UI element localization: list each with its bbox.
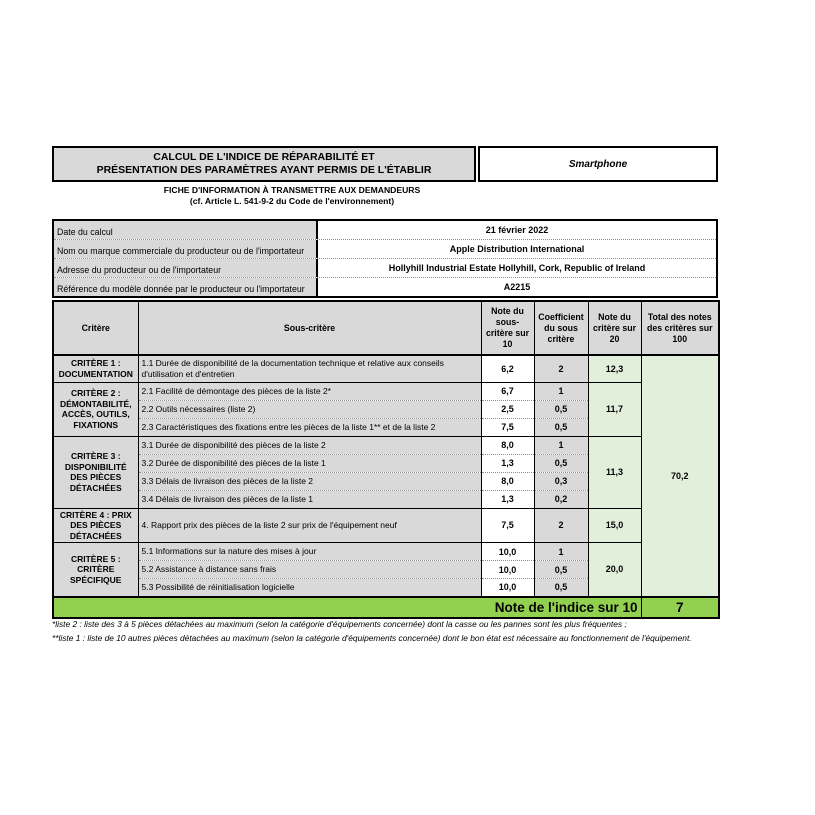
- header-note20: Note du critère sur 20: [588, 301, 641, 355]
- subcriterion-cell: 1.1 Durée de disponibilité de la documentation technique et relative aux conseils d'utilisation et d'entretien: [138, 355, 481, 382]
- info-table: [52, 219, 718, 298]
- subscore-cell: 8,0: [481, 472, 534, 490]
- subcriterion-cell: 2.2 Outils nécessaires (liste 2): [138, 400, 481, 418]
- page-title: [52, 146, 476, 182]
- subscore-cell: 1,3: [481, 490, 534, 508]
- subtitle-line1: FICHE D'INFORMATION À TRANSMETTRE AUX DEMANDEURS: [163, 185, 421, 195]
- subscore-cell: 10,0: [481, 579, 534, 597]
- coefficient-cell: 1: [534, 543, 588, 561]
- subcriterion-cell: 5.1 Informations sur la nature des mises à jour: [138, 543, 481, 561]
- subcriterion-cell: 4. Rapport prix des pièces de la liste 2 sur prix de l'équipement neuf: [138, 508, 481, 543]
- coefficient-cell: 0,5: [534, 454, 588, 472]
- score-table-header-row: [53, 301, 719, 355]
- info-row-producer: [54, 239, 716, 258]
- info-label: Nom ou marque commerciale du producteur ou de l'importateur: [54, 240, 318, 258]
- info-row-model: [54, 277, 716, 296]
- index-label: Note de l'indice sur 10: [53, 597, 641, 618]
- subcriterion-cell: 3.3 Délais de livraison des pièces de la liste 2: [138, 472, 481, 490]
- score-table: [52, 300, 720, 619]
- coefficient-cell: 2: [534, 355, 588, 382]
- criterion-score-cell: 12,3: [588, 355, 641, 382]
- criterion-score-cell: 20,0: [588, 543, 641, 597]
- coefficient-cell: 0,5: [534, 561, 588, 579]
- subcriterion-cell: 3.2 Durée de disponibilité des pièces de la liste 1: [138, 454, 481, 472]
- subscore-cell: 6,7: [481, 382, 534, 400]
- info-row-address: [54, 258, 716, 277]
- criterion-cell: CRITÈRE 4 : PRIX DES PIÈCES DÉTACHÉES: [53, 508, 138, 543]
- subscore-cell: 10,0: [481, 561, 534, 579]
- coefficient-cell: 2: [534, 508, 588, 543]
- info-label: Adresse du producteur ou de l'importateur: [54, 259, 318, 277]
- info-label: Date du calcul: [54, 221, 318, 239]
- subscore-cell: 7,5: [481, 508, 534, 543]
- product-category: Smartphone: [568, 158, 628, 170]
- subscore-cell: 8,0: [481, 436, 534, 454]
- header-band: [52, 146, 718, 182]
- info-value: Hollyhill Industrial Estate Hollyhill, Cork, Republic of Ireland: [388, 263, 646, 273]
- header-subcriterion: Sous-critère: [138, 301, 481, 355]
- table-row: [53, 543, 719, 561]
- subcriterion-cell: 2.3 Caractéristiques des fixations entre les pièces de la liste 1** et de la liste 2: [138, 418, 481, 436]
- subcriterion-cell: 2.1 Facilité de démontage des pièces de la liste 2*: [138, 382, 481, 400]
- criterion-score-cell: 11,7: [588, 382, 641, 436]
- info-value: 21 février 2022: [485, 225, 549, 235]
- total-score-cell: 70,2: [641, 355, 719, 597]
- coefficient-cell: 0,5: [534, 418, 588, 436]
- info-row-date: [54, 221, 716, 239]
- page-title-line2: PRÉSENTATION DES PARAMÈTRES AYANT PERMIS DE L'ÉTABLIR: [96, 164, 432, 176]
- header-criterion: Critère: [53, 301, 138, 355]
- coefficient-cell: 0,3: [534, 472, 588, 490]
- coefficient-cell: 0,2: [534, 490, 588, 508]
- subcriterion-cell: 5.3 Possibilité de réinitialisation logicielle: [138, 579, 481, 597]
- coefficient-cell: 0,5: [534, 400, 588, 418]
- footnote-liste2: *liste 2 : liste des 3 à 5 pièces détachées au maximum (selon la catégorie d'équipements concernée) dont la casse ou les pannes sont les plus fréquentes ;: [52, 619, 627, 629]
- subcriterion-cell: 3.4 Délais de livraison des pièces de la liste 1: [138, 490, 481, 508]
- info-value: Apple Distribution International: [449, 244, 585, 254]
- subcriterion-cell: 5.2 Assistance à distance sans frais: [138, 561, 481, 579]
- table-row: [53, 508, 719, 543]
- table-row: [53, 382, 719, 400]
- page-title-line1: CALCUL DE L'INDICE DE RÉPARABILITÉ ET: [153, 151, 375, 163]
- subscore-cell: 10,0: [481, 543, 534, 561]
- product-category-box: [478, 146, 718, 182]
- header-note10: Note du sous-critère sur 10: [481, 301, 534, 355]
- criterion-cell: CRITÈRE 3 : DISPONIBILITÉ DES PIÈCES DÉTACHÉES: [53, 436, 138, 508]
- criterion-cell: CRITÈRE 2 : DÉMONTABILITÉ, ACCÈS, OUTILS, FIXATIONS: [53, 382, 138, 436]
- footnotes: [52, 618, 742, 645]
- subscore-cell: 1,3: [481, 454, 534, 472]
- index-row: [53, 597, 719, 618]
- criterion-cell: CRITÈRE 5 : CRITÈRE SPÉCIFIQUE: [53, 543, 138, 597]
- criterion-cell: CRITÈRE 1 : DOCUMENTATION: [53, 355, 138, 382]
- criterion-score-cell: 11,3: [588, 436, 641, 508]
- footnote-liste1: **liste 1 : liste de 10 autres pièces détachées au maximum (selon la catégorie d'équipements concernée) dont le bon état est nécessaire au fonctionnement de l'équipement.: [52, 632, 692, 643]
- info-label: Référence du modèle donnée par le producteur ou l'importateur: [54, 278, 318, 296]
- subscore-cell: 7,5: [481, 418, 534, 436]
- index-value: 7: [641, 597, 719, 618]
- subcriterion-cell: 3.1 Durée de disponibilité des pièces de la liste 2: [138, 436, 481, 454]
- table-row: [53, 355, 719, 382]
- coefficient-cell: 1: [534, 382, 588, 400]
- info-value: A2215: [503, 282, 531, 292]
- coefficient-cell: 1: [534, 436, 588, 454]
- subscore-cell: 2,5: [481, 400, 534, 418]
- subtitle: [52, 185, 532, 207]
- header-coefficient: Coefficient du sous critère: [534, 301, 588, 355]
- header-total: Total des notes des critères sur 100: [641, 301, 719, 355]
- table-row: [53, 436, 719, 454]
- subtitle-line2: (cf. Article L. 541-9-2 du Code de l'environnement): [189, 196, 395, 206]
- coefficient-cell: 0,5: [534, 579, 588, 597]
- criterion-score-cell: 15,0: [588, 508, 641, 543]
- subscore-cell: 6,2: [481, 355, 534, 382]
